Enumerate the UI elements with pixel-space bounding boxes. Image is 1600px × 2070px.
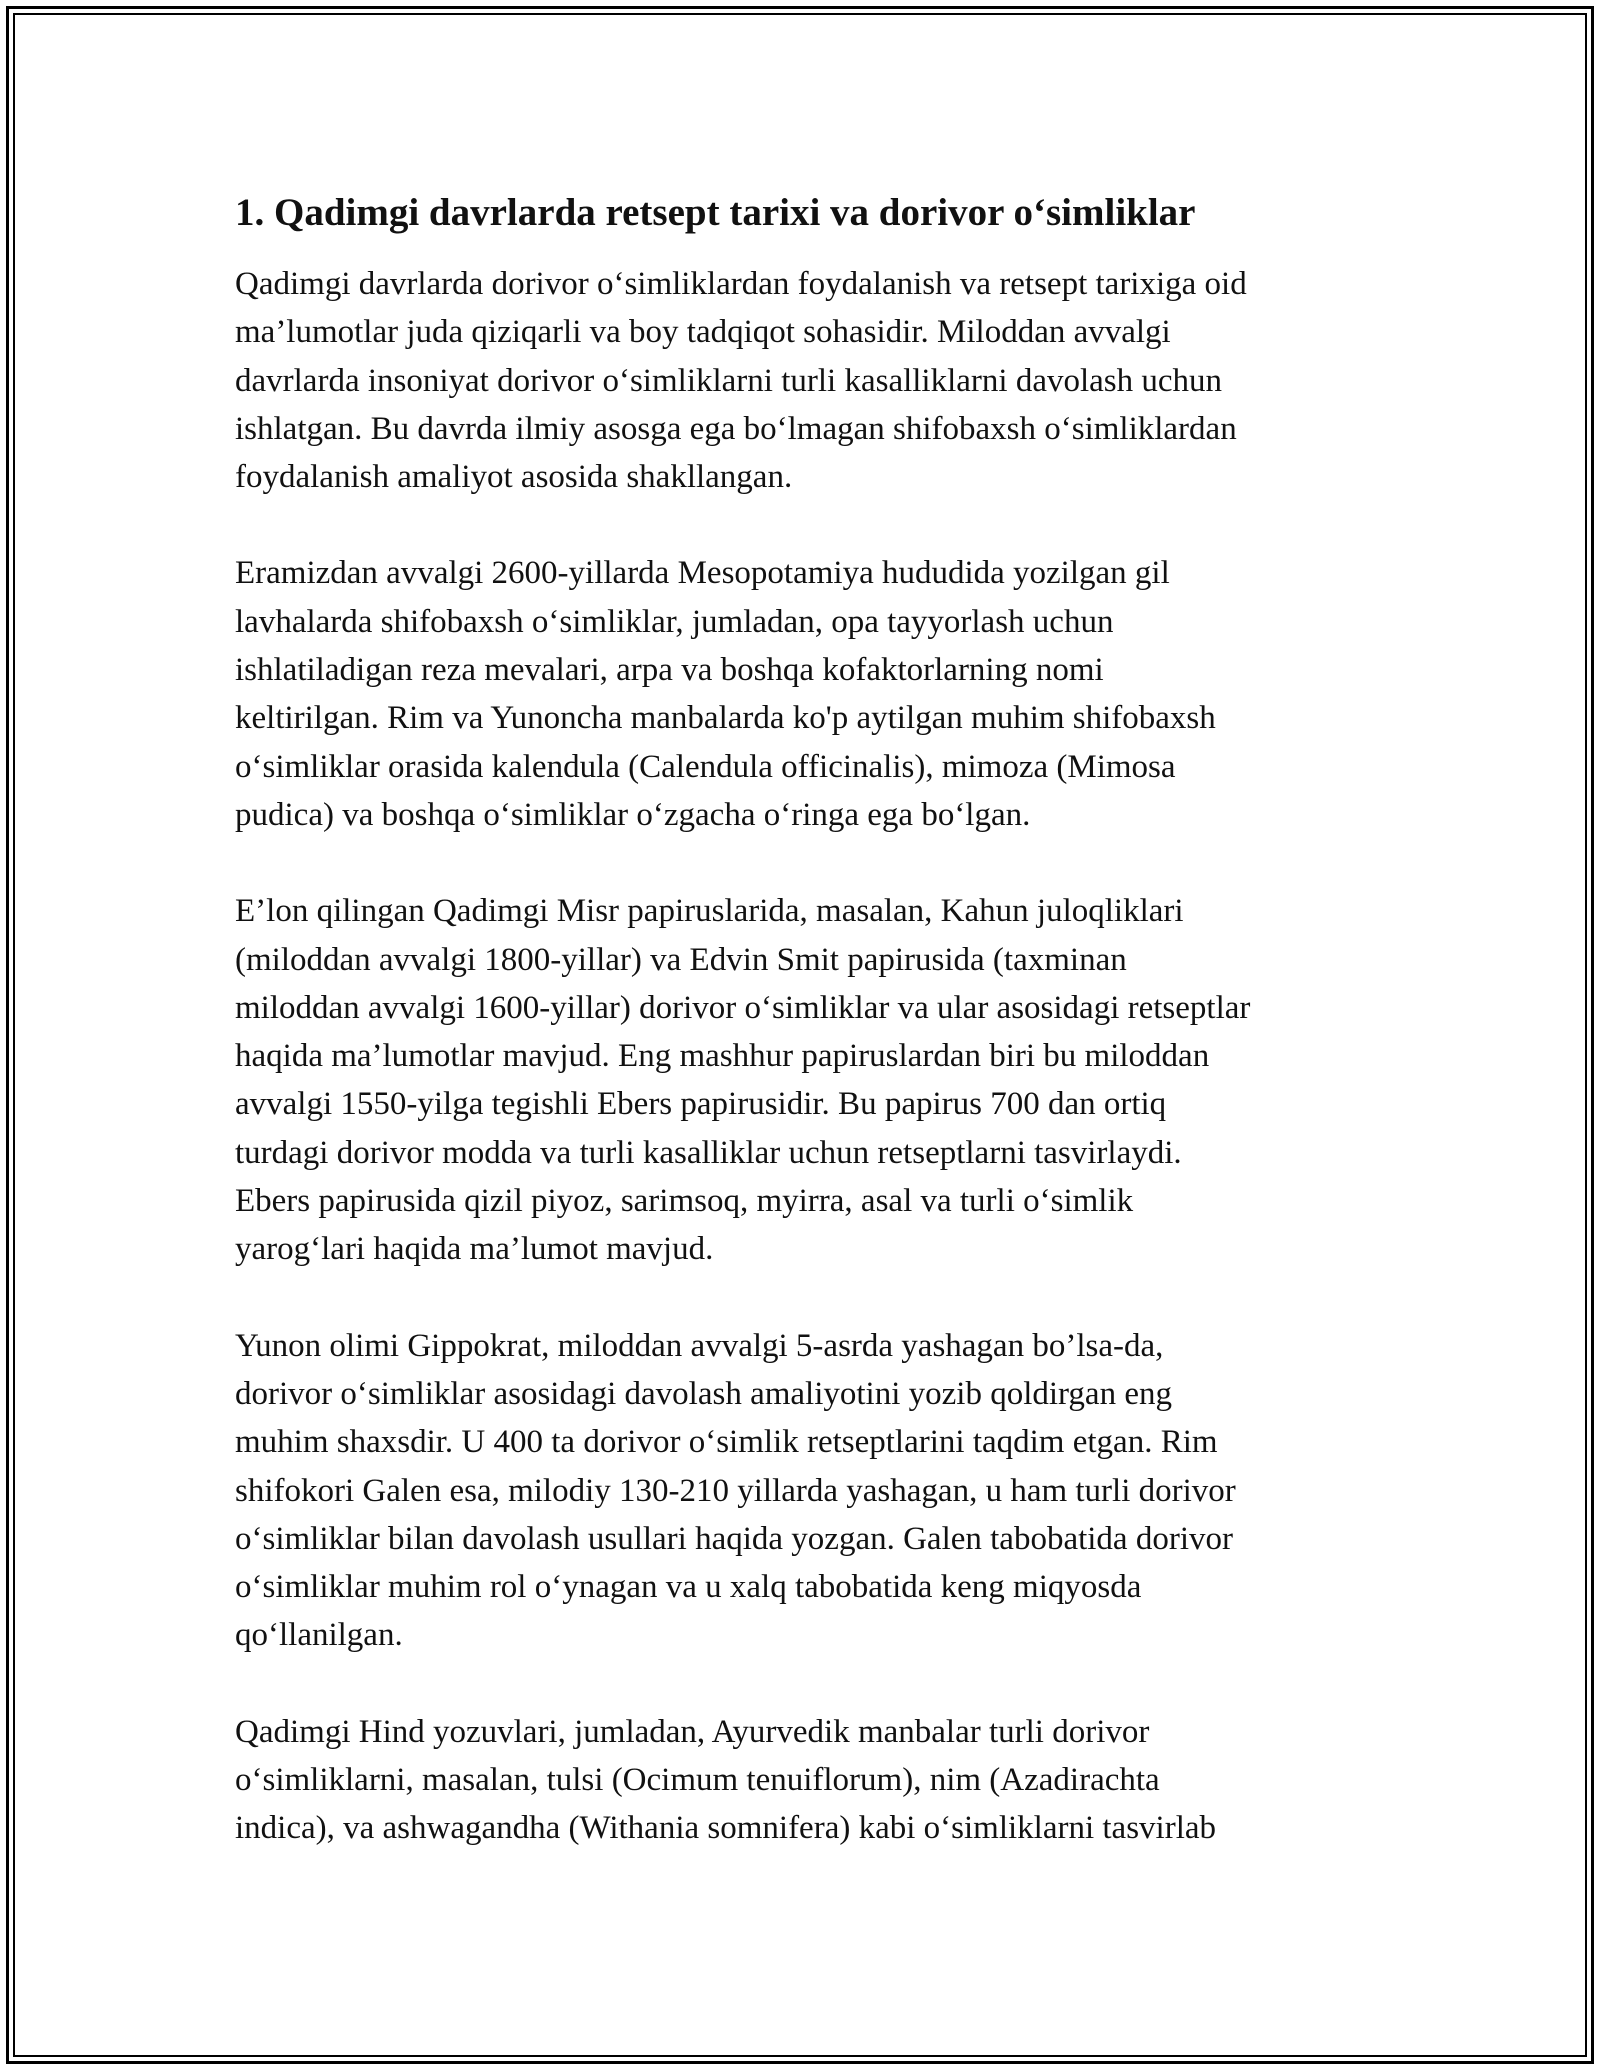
text-line: E’lon qilingan Qadimgi Misr papiruslarida, masalan, Kahun juloqliklari	[235, 893, 1184, 930]
text-line: Eramizdan avvalgi 2600-yillarda Mesopotamiya hududida yozilgan gil	[235, 555, 1170, 592]
text-line: muhim shaxsdir. U 400 ta dorivor o‘simlik retseptlarini taqdim etgan. Rim	[235, 1424, 1218, 1461]
text-line: indica), va ashwagandha (Withania somnifera) kabi o‘simliklarni tasvirlab	[235, 1810, 1217, 1847]
text-line: haqida ma’lumotlar mavjud. Eng mashhur papiruslardan biri bu miloddan	[235, 1038, 1210, 1075]
text-line: Yunon olimi Gippokrat, miloddan avvalgi 5-asrda yashagan bo’lsa-da,	[235, 1327, 1164, 1364]
text-line: ma’lumotlar juda qiziqarli va boy tadqiqot sohasidir. Miloddan avvalgi	[235, 314, 1171, 351]
text-line: turdagi dorivor modda va turli kasalliklar uchun retseptlarni tasvirlaydi.	[235, 1134, 1182, 1171]
document-page	[235, 188, 1385, 1901]
text-line: o‘simliklar orasida kalendula (Calendula officinalis), mimoza (Mimosa	[235, 748, 1176, 785]
text-line: Qadimgi davrlarda dorivor o‘simliklardan foydalanish va retsept tarixiga oid	[235, 266, 1247, 302]
text-line: yarog‘lari haqida ma’lumot mavjud.	[235, 1231, 714, 1268]
text-line: Qadimgi Hind yozuvlari, jumladan, Ayurvedik manbalar turli dorivor	[235, 1713, 1150, 1750]
paragraph-egypt	[235, 887, 1385, 1273]
text-line: shifokori Galen esa, milodiy 130-210 yillarda yashagan, u ham turli dorivor	[235, 1472, 1236, 1509]
text-line: ishlatiladigan reza mevalari, arpa va boshqa kofaktorlarning nomi	[235, 652, 1104, 689]
paragraph-mesopotamia	[235, 549, 1385, 839]
text-line: keltirilgan. Rim va Yunoncha manbalarda ko'p aytilgan muhim shifobaxsh	[235, 700, 1216, 737]
paragraph-intro	[235, 260, 1385, 501]
text-line: o‘simliklar muhim rol o‘ynagan va u xalq tabobatida keng miqyosda	[235, 1569, 1142, 1606]
text-line: Ebers papirusida qizil piyoz, sarimsoq, myirra, asal va turli o‘simlik	[235, 1183, 1134, 1220]
text-line: avvalgi 1550-yilga tegishli Ebers papirusidir. Bu papirus 700 dan ortiq	[235, 1086, 1167, 1123]
text-line: davrlarda insoniyat dorivor o‘simliklarni turli kasalliklarni davolash uchun	[235, 362, 1223, 399]
paragraph-greece-rome	[235, 1322, 1385, 1660]
text-line: miloddan avvalgi 1600-yillar) dorivor o‘simliklar va ular asosidagi retseptlar	[235, 989, 1251, 1026]
text-line: o‘simliklar bilan davolash usullari haqida yozgan. Galen tabobatida dorivor	[235, 1520, 1233, 1557]
text-line: ishlatgan. Bu davrda ilmiy asosga ega bo‘lmagan shifobaxsh o‘simliklardan	[235, 410, 1237, 447]
text-line: foydalanish amaliyot asosida shakllangan.	[235, 459, 793, 496]
section-title: 1. Qadimgi davrlarda retsept tarixi va dorivor o‘simliklar	[235, 191, 1196, 234]
text-line: qo‘llanilgan.	[235, 1617, 403, 1654]
text-line: lavhalarda shifobaxsh o‘simliklar, jumladan, opa tayyorlash uchun	[235, 603, 1114, 640]
text-line: o‘simliklarni, masalan, tulsi (Ocimum tenuiflorum), nim (Azadirachta	[235, 1762, 1160, 1799]
text-line: pudica) va boshqa o‘simliklar o‘zgacha o‘ringa ega bo‘lgan.	[235, 796, 1031, 833]
text-line: (miloddan avvalgi 1800-yillar) va Edvin Smit papirusida (taxminan	[235, 941, 1127, 978]
paragraph-india	[235, 1708, 1385, 1853]
text-line: dorivor o‘simliklar asosidagi davolash amaliyotini yozib qoldirgan eng	[235, 1375, 1172, 1412]
